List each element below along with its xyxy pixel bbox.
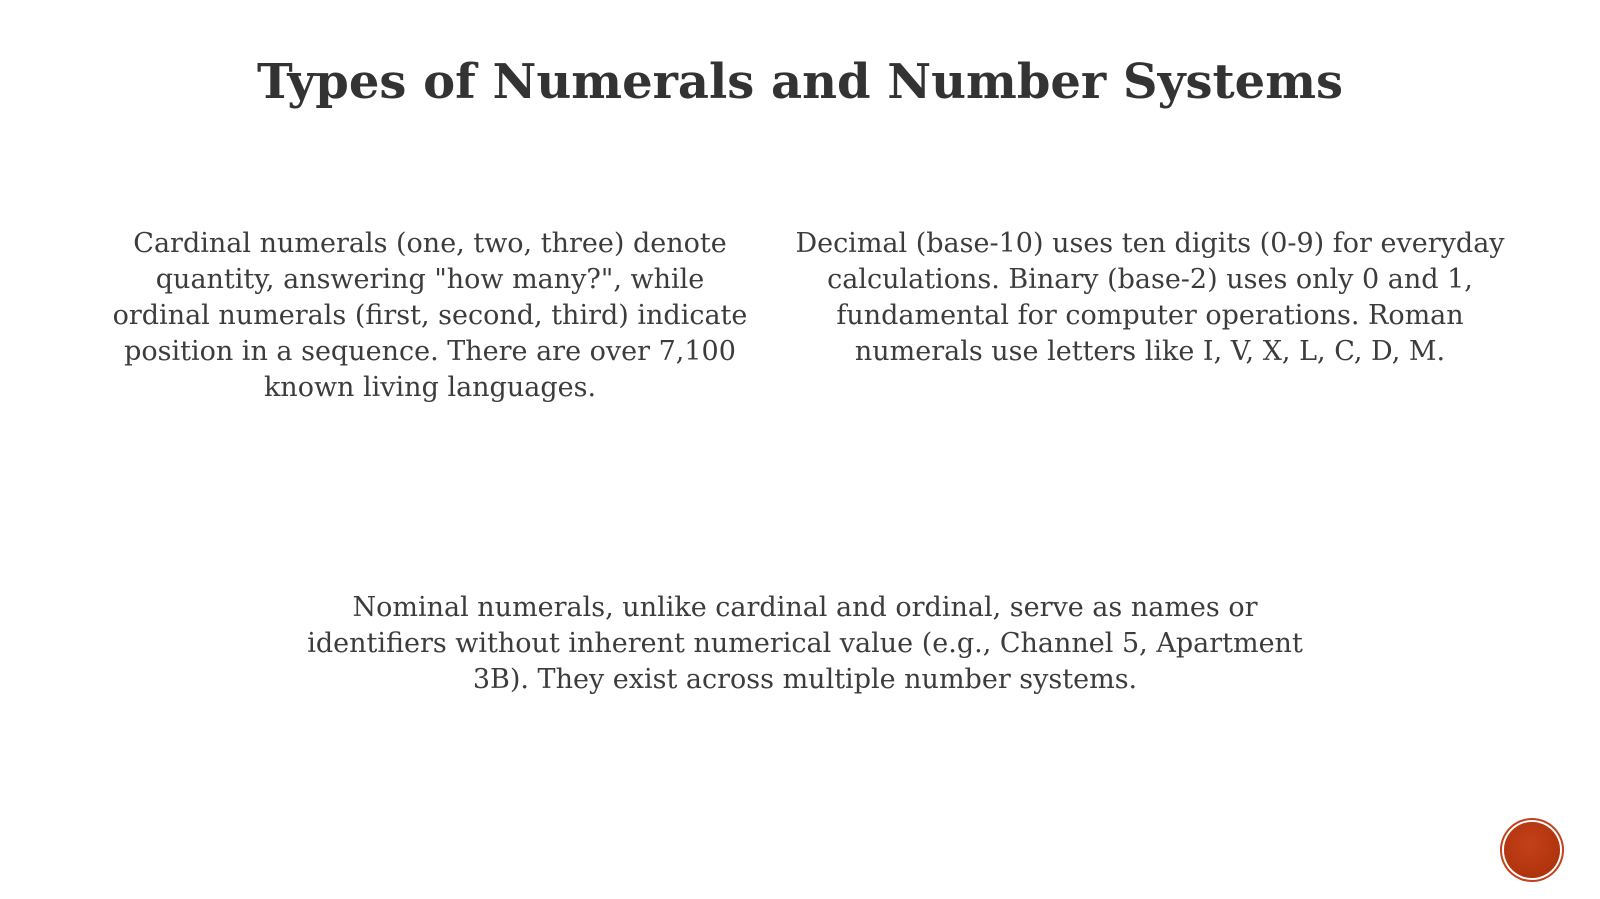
nominal-numerals-paragraph: Nominal numerals, unlike cardinal and ordinal, serve as names or identifiers without inherent numerical value (e.g., Channel 5, Apartment 3B). They exist across multiple number systems. — [307, 592, 1303, 695]
cardinal-ordinal-paragraph: Cardinal numerals (one, two, three) denote quantity, answering "how many?", while ordinal numerals (first, second, third) indicate position in a sequence. There are over 7,100 known living languages. — [112, 228, 748, 403]
number-systems-paragraph: Decimal (base-10) uses ten digits (0-9) for everyday calculations. Binary (base-2) uses only 0 and 1, fundamental for computer operations. Roman numerals use letters like I, V, X, L, C, D, M. — [795, 228, 1505, 367]
slide-title: Types of Numerals and Number Systems — [256, 54, 1344, 110]
slide-nav-button[interactable] — [1504, 822, 1560, 878]
